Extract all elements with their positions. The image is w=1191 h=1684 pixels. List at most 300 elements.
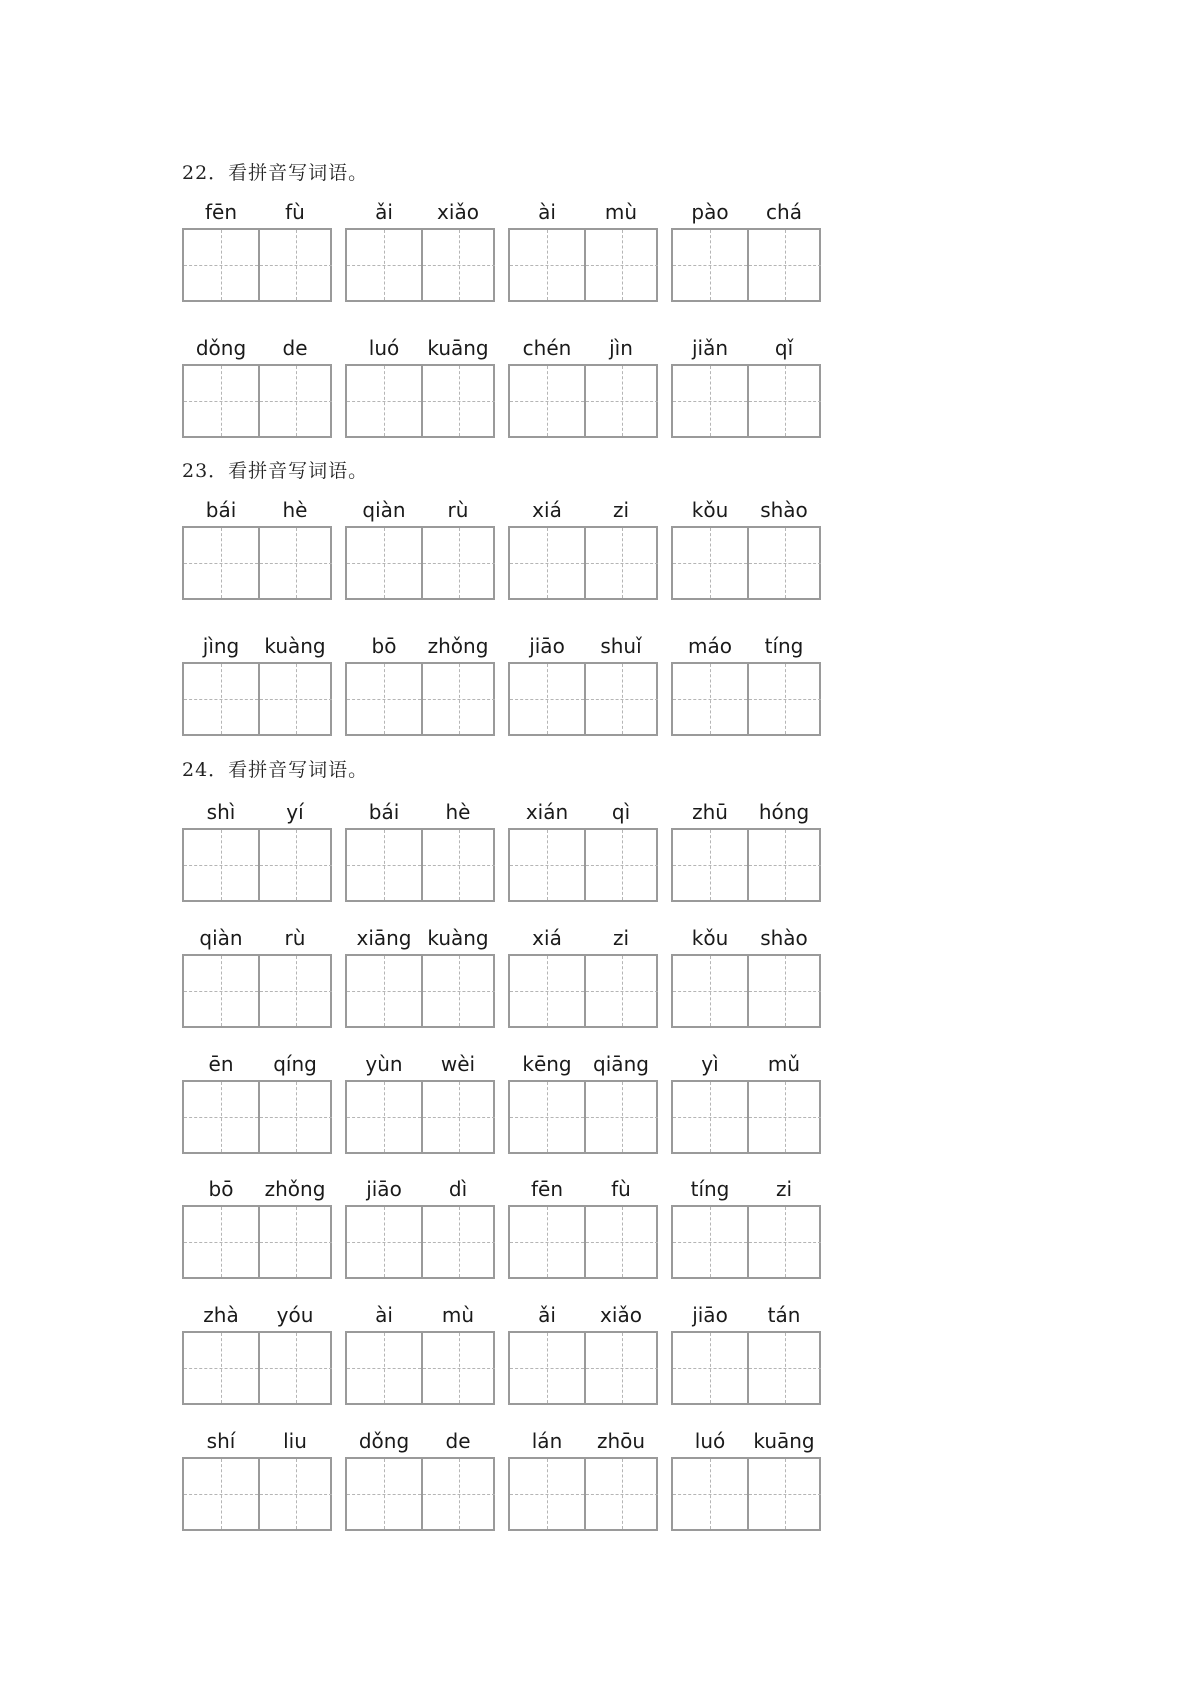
pinyin-syllable: dǒng [358,1429,410,1453]
pinyin-syllable: jiāo [692,1303,728,1327]
writing-grid[interactable] [345,954,495,1028]
guide-line-horizontal [510,265,584,266]
guide-line-horizontal [347,1494,421,1495]
pinyin-row [345,634,495,660]
guide-line-horizontal [423,1368,495,1369]
pinyin-syllable: jiāo [366,1177,402,1201]
tianzige-cell[interactable] [421,1207,495,1277]
writing-grid[interactable] [182,1331,332,1405]
writing-grid[interactable] [182,1205,332,1279]
tianzige-cell[interactable] [258,956,332,1026]
tianzige-cell[interactable] [584,664,658,734]
guide-line-horizontal [749,563,821,564]
guide-line-horizontal [184,1494,258,1495]
pinyin-syllable: de [282,336,308,360]
tianzige-cell[interactable] [584,956,658,1026]
pinyin-row [345,1303,495,1329]
writing-grid[interactable] [182,1080,332,1154]
writing-grid[interactable] [508,228,658,302]
guide-line-horizontal [586,401,658,402]
tianzige-cell[interactable] [347,528,421,598]
writing-grid[interactable] [671,364,821,438]
tianzige-cell[interactable] [347,664,421,734]
tianzige-cell[interactable] [747,956,821,1026]
guide-line-horizontal [673,1117,747,1118]
tianzige-cell[interactable] [673,1459,747,1529]
word-item [671,498,821,524]
word-item [182,498,332,524]
tianzige-cell[interactable] [184,1207,258,1277]
pinyin-syllable: zhà [203,1303,239,1327]
pinyin-syllable: dǒng [195,336,247,360]
pinyin-row [345,800,495,826]
guide-line-horizontal [673,265,747,266]
guide-line-horizontal [347,401,421,402]
tianzige-cell[interactable] [673,664,747,734]
tianzige-cell[interactable] [584,1207,658,1277]
writing-grid[interactable] [345,662,495,736]
tianzige-cell[interactable] [510,1459,584,1529]
tianzige-cell[interactable] [258,366,332,436]
tianzige-cell[interactable] [184,366,258,436]
writing-grid[interactable] [182,1457,332,1531]
pinyin-syllable: bái [368,800,400,824]
writing-grid[interactable] [671,828,821,902]
tianzige-cell[interactable] [258,1333,332,1403]
guide-line-horizontal [510,1242,584,1243]
writing-grid[interactable] [508,526,658,600]
guide-line-horizontal [184,265,258,266]
pinyin-syllable: ǎi [375,200,393,224]
pinyin-syllable: zhū [692,800,728,824]
pinyin-row [508,634,658,660]
pinyin-row [345,498,495,524]
pinyin-row [182,498,332,524]
word-item [345,336,495,362]
guide-line-horizontal [347,699,421,700]
tianzige-cell[interactable] [747,230,821,300]
pinyin-row [671,1303,821,1329]
pinyin-syllable: bái [205,498,237,522]
writing-grid[interactable] [508,662,658,736]
pinyin-syllable: shào [760,926,808,950]
pinyin-syllable: ài [375,1303,393,1327]
writing-grid[interactable] [671,1205,821,1279]
tianzige-cell[interactable] [347,830,421,900]
word-item [345,200,495,226]
tianzige-cell[interactable] [421,664,495,734]
guide-line-horizontal [510,699,584,700]
word-item [345,800,495,826]
tianzige-cell[interactable] [510,528,584,598]
pinyin-syllable: xiá [532,926,562,950]
pinyin-row [508,1052,658,1078]
tianzige-cell[interactable] [584,1333,658,1403]
pinyin-syllable: zi [775,1177,793,1201]
pinyin-row [182,1303,332,1329]
pinyin-syllable: shào [760,498,808,522]
pinyin-row [508,1303,658,1329]
word-item [508,498,658,524]
writing-grid[interactable] [345,1457,495,1531]
guide-line-horizontal [749,1117,821,1118]
guide-line-horizontal [423,865,495,866]
tianzige-cell[interactable] [347,1082,421,1152]
pinyin-row [345,200,495,226]
guide-line-horizontal [184,699,258,700]
word-item [345,1429,495,1455]
pinyin-syllable: ài [538,200,556,224]
guide-line-horizontal [423,991,495,992]
guide-line-horizontal [673,401,747,402]
guide-line-horizontal [347,265,421,266]
pinyin-syllable: jiāo [529,634,565,658]
tianzige-cell[interactable] [673,1333,747,1403]
word-item [182,1052,332,1078]
writing-grid[interactable] [345,526,495,600]
guide-line-horizontal [260,1494,332,1495]
pinyin-syllable: mù [441,1303,475,1327]
pinyin-syllable: xiǎo [600,1303,642,1327]
writing-grid[interactable] [345,1080,495,1154]
guide-line-horizontal [260,401,332,402]
pinyin-row [671,336,821,362]
word-item [182,1177,332,1203]
pinyin-syllable: qǐ [774,336,794,360]
tianzige-cell[interactable] [421,830,495,900]
tianzige-cell[interactable] [258,1459,332,1529]
writing-grid[interactable] [508,828,658,902]
guide-line-horizontal [586,865,658,866]
word-item [671,200,821,226]
pinyin-syllable: hè [445,800,471,824]
tianzige-cell[interactable] [258,230,332,300]
pinyin-syllable: yí [286,800,304,824]
guide-line-horizontal [423,699,495,700]
pinyin-syllable: dì [448,1177,468,1201]
guide-line-horizontal [749,1368,821,1369]
tianzige-cell[interactable] [584,830,658,900]
pinyin-row [508,336,658,362]
guide-line-horizontal [347,1117,421,1118]
pinyin-syllable: yùn [365,1052,403,1076]
writing-grid[interactable] [671,1080,821,1154]
word-item [508,200,658,226]
tianzige-cell[interactable] [184,664,258,734]
tianzige-cell[interactable] [747,664,821,734]
word-item [508,1177,658,1203]
tianzige-cell[interactable] [584,1459,658,1529]
tianzige-cell[interactable] [184,1082,258,1152]
pinyin-syllable: kēng [522,1052,572,1076]
writing-grid[interactable] [671,1331,821,1405]
tianzige-cell[interactable] [258,830,332,900]
pinyin-syllable: kǒu [691,926,729,950]
tianzige-cell[interactable] [421,230,495,300]
writing-grid[interactable] [508,1080,658,1154]
tianzige-cell[interactable] [673,956,747,1026]
word-item [345,1303,495,1329]
pinyin-syllable: luó [694,1429,726,1453]
pinyin-syllable: kǒu [691,498,729,522]
pinyin-syllable: shí [206,1429,236,1453]
writing-grid[interactable] [182,954,332,1028]
tianzige-cell[interactable] [673,528,747,598]
pinyin-syllable: ǎi [538,1303,556,1327]
writing-grid[interactable] [508,1457,658,1531]
pinyin-syllable: tán [767,1303,801,1327]
tianzige-cell[interactable] [184,1333,258,1403]
guide-line-horizontal [586,1117,658,1118]
tianzige-cell[interactable] [673,230,747,300]
pinyin-syllable: yì [701,1052,719,1076]
writing-grid[interactable] [182,228,332,302]
guide-line-horizontal [260,563,332,564]
pinyin-row [182,800,332,826]
pinyin-syllable: fēn [204,200,238,224]
pinyin-row [345,926,495,952]
pinyin-row [508,1177,658,1203]
guide-line-horizontal [749,1494,821,1495]
tianzige-cell[interactable] [421,528,495,598]
pinyin-row [671,1177,821,1203]
writing-grid[interactable] [182,526,332,600]
word-item [182,200,332,226]
writing-grid[interactable] [508,364,658,438]
pinyin-row [671,926,821,952]
tianzige-cell[interactable] [747,830,821,900]
pinyin-syllable: zhǒng [264,1177,326,1201]
word-item [671,1429,821,1455]
pinyin-syllable: fù [285,200,305,224]
tianzige-cell[interactable] [747,1207,821,1277]
guide-line-horizontal [510,401,584,402]
tianzige-cell[interactable] [673,1082,747,1152]
tianzige-cell[interactable] [421,1459,495,1529]
writing-grid[interactable] [345,228,495,302]
guide-line-horizontal [586,1368,658,1369]
guide-line-horizontal [347,865,421,866]
tianzige-cell[interactable] [510,230,584,300]
guide-line-horizontal [673,1368,747,1369]
pinyin-row [345,336,495,362]
tianzige-cell[interactable] [510,366,584,436]
word-item [182,336,332,362]
tianzige-cell[interactable] [184,956,258,1026]
pinyin-syllable: luó [368,336,400,360]
tianzige-cell[interactable] [747,366,821,436]
writing-grid[interactable] [671,662,821,736]
tianzige-cell[interactable] [347,1459,421,1529]
word-item [508,634,658,660]
pinyin-syllable: zhǒng [427,634,489,658]
writing-grid[interactable] [508,1331,658,1405]
tianzige-cell[interactable] [510,1207,584,1277]
tianzige-cell[interactable] [747,1459,821,1529]
word-item [345,926,495,952]
tianzige-cell[interactable] [421,1333,495,1403]
guide-line-horizontal [347,991,421,992]
tianzige-cell[interactable] [584,366,658,436]
writing-grid[interactable] [345,1331,495,1405]
pinyin-syllable: chén [522,336,572,360]
writing-grid[interactable] [671,954,821,1028]
tianzige-cell[interactable] [347,1333,421,1403]
pinyin-syllable: kuàng [427,926,489,950]
guide-line-horizontal [586,265,658,266]
tianzige-cell[interactable] [258,1207,332,1277]
tianzige-cell[interactable] [421,956,495,1026]
pinyin-syllable: qì [611,800,631,824]
pinyin-syllable: pào [691,200,729,224]
guide-line-horizontal [184,401,258,402]
tianzige-cell[interactable] [421,1082,495,1152]
tianzige-cell[interactable] [258,664,332,734]
pinyin-row [182,634,332,660]
guide-line-horizontal [749,865,821,866]
writing-grid[interactable] [345,828,495,902]
tianzige-cell[interactable] [347,230,421,300]
guide-line-horizontal [423,1117,495,1118]
guide-line-horizontal [749,265,821,266]
pinyin-row [671,634,821,660]
tianzige-cell[interactable] [584,528,658,598]
pinyin-syllable: liu [283,1429,307,1453]
guide-line-horizontal [673,1242,747,1243]
word-item [508,926,658,952]
word-item [508,1429,658,1455]
pinyin-syllable: tíng [764,634,804,658]
tianzige-cell[interactable] [747,1333,821,1403]
pinyin-row [182,1052,332,1078]
pinyin-syllable: mǔ [767,1052,801,1076]
guide-line-horizontal [510,563,584,564]
pinyin-syllable: chá [766,200,802,224]
question-23-title: 23．看拼音写词语。 [182,460,369,482]
tianzige-cell[interactable] [510,664,584,734]
word-item [671,1177,821,1203]
pinyin-syllable: tíng [690,1177,730,1201]
writing-grid[interactable] [671,526,821,600]
writing-grid[interactable] [671,1457,821,1531]
word-item [508,1052,658,1078]
pinyin-row [508,800,658,826]
pinyin-row [508,926,658,952]
pinyin-row [345,1429,495,1455]
pinyin-syllable: máo [688,634,732,658]
tianzige-cell[interactable] [747,528,821,598]
writing-grid[interactable] [508,954,658,1028]
writing-grid[interactable] [182,828,332,902]
word-item [508,336,658,362]
writing-grid[interactable] [182,662,332,736]
pinyin-syllable: xián [525,800,569,824]
tianzige-cell[interactable] [347,956,421,1026]
guide-line-horizontal [510,1494,584,1495]
pinyin-syllable: hè [282,498,308,522]
guide-line-horizontal [423,1494,495,1495]
word-item [345,1177,495,1203]
tianzige-cell[interactable] [673,366,747,436]
tianzige-cell[interactable] [184,1459,258,1529]
pinyin-syllable: qíng [273,1052,317,1076]
guide-line-horizontal [749,401,821,402]
tianzige-cell[interactable] [747,1082,821,1152]
pinyin-syllable: ēn [208,1052,234,1076]
tianzige-cell[interactable] [510,1333,584,1403]
pinyin-syllable: zi [612,926,630,950]
word-item [345,1052,495,1078]
guide-line-horizontal [423,265,495,266]
tianzige-cell[interactable] [510,956,584,1026]
guide-line-horizontal [510,865,584,866]
writing-grid[interactable] [345,1205,495,1279]
pinyin-syllable: de [445,1429,471,1453]
tianzige-cell[interactable] [673,1207,747,1277]
word-item [182,1429,332,1455]
tianzige-cell[interactable] [184,528,258,598]
pinyin-row [508,200,658,226]
tianzige-cell[interactable] [347,1207,421,1277]
tianzige-cell[interactable] [184,830,258,900]
pinyin-row [182,200,332,226]
writing-grid[interactable] [508,1205,658,1279]
pinyin-row [182,1177,332,1203]
tianzige-cell[interactable] [347,366,421,436]
pinyin-syllable: qiāng [593,1052,649,1076]
pinyin-syllable: yóu [276,1303,314,1327]
pinyin-syllable: zi [612,498,630,522]
pinyin-syllable: lán [531,1429,563,1453]
tianzige-cell[interactable] [673,830,747,900]
guide-line-horizontal [347,1242,421,1243]
tianzige-cell[interactable] [584,1082,658,1152]
pinyin-syllable: shì [206,800,236,824]
tianzige-cell[interactable] [584,230,658,300]
tianzige-cell[interactable] [510,1082,584,1152]
guide-line-horizontal [423,1242,495,1243]
pinyin-syllable: mù [604,200,638,224]
tianzige-cell[interactable] [510,830,584,900]
guide-line-horizontal [347,1368,421,1369]
question-24-title: 24．看拼音写词语。 [182,759,369,781]
pinyin-syllable: qiàn [362,498,406,522]
writing-grid[interactable] [345,364,495,438]
tianzige-cell[interactable] [258,1082,332,1152]
word-item [671,926,821,952]
pinyin-syllable: rù [284,926,306,950]
guide-line-horizontal [423,563,495,564]
pinyin-syllable: xiǎo [437,200,479,224]
tianzige-cell[interactable] [421,366,495,436]
guide-line-horizontal [184,1117,258,1118]
tianzige-cell[interactable] [258,528,332,598]
guide-line-horizontal [586,1242,658,1243]
writing-grid[interactable] [182,364,332,438]
pinyin-syllable: fēn [530,1177,564,1201]
guide-line-horizontal [260,1368,332,1369]
guide-line-horizontal [510,1117,584,1118]
tianzige-cell[interactable] [184,230,258,300]
pinyin-row [508,1429,658,1455]
word-item [671,800,821,826]
word-item [671,1052,821,1078]
word-item [671,1303,821,1329]
guide-line-horizontal [184,563,258,564]
guide-line-horizontal [673,865,747,866]
writing-grid[interactable] [671,228,821,302]
guide-line-horizontal [184,1368,258,1369]
